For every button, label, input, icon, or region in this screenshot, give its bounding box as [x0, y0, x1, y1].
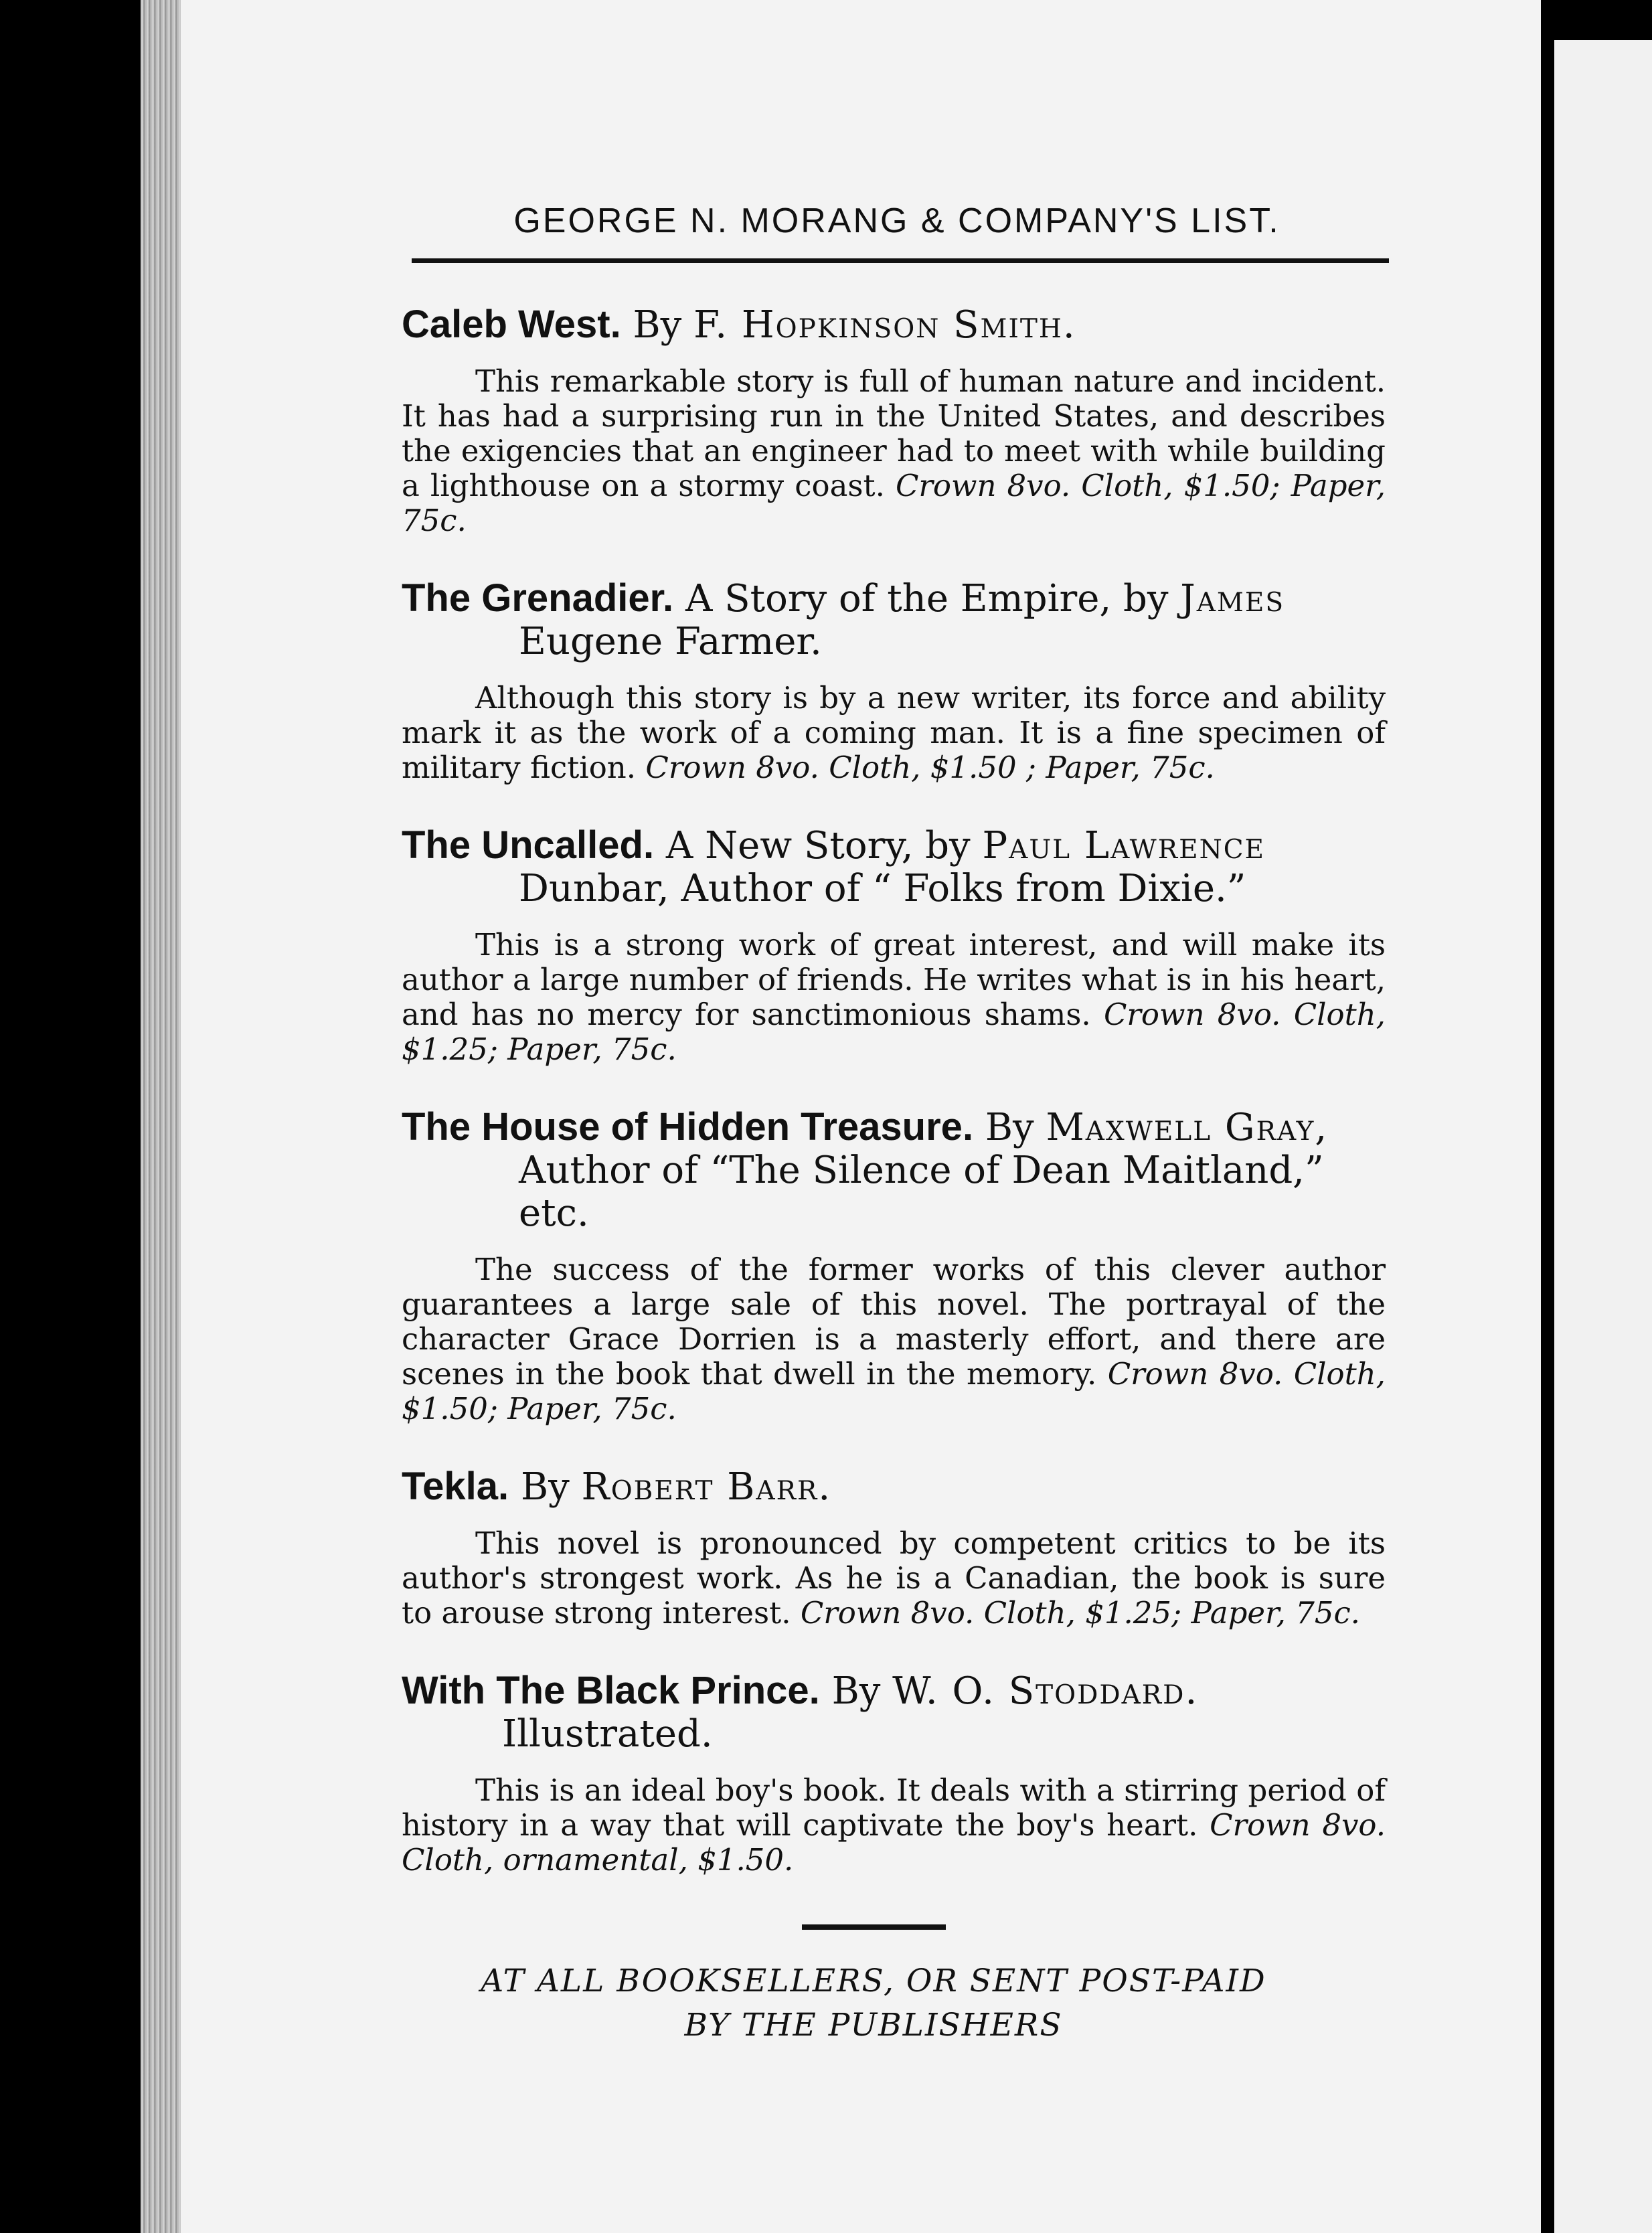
byline-lead: By — [985, 1106, 1046, 1149]
book-format: Crown 8vo. Cloth, $1.50; Paper, 75c. — [402, 468, 1386, 538]
book-description — [402, 681, 1386, 785]
footer-line: BY THE PUBLISHERS — [684, 2007, 1063, 2044]
entry-heading — [402, 824, 1386, 867]
book-format: Crown 8vo. Cloth, $1.25; Paper, 75c. — [800, 1595, 1360, 1631]
byline-lead: By — [520, 1465, 582, 1509]
byline-continuation: Illustrated. — [502, 1712, 713, 1756]
entry-heading — [402, 1669, 1386, 1713]
description-text: This novel is pronounced by competent critics to be its author's strongest work. As he is a Canadian, the book is sure to arouse strong interest. — [402, 1525, 1386, 1631]
scan-border-top-right — [1541, 0, 1652, 40]
book-author: James — [1180, 577, 1285, 621]
book-entry — [402, 1106, 1386, 1426]
footer-rule — [802, 1924, 946, 1930]
description-text: The success of the former works of this clever author guarantees a large sale of this novel. The portrayal of the character Grace Dorrien is a masterly effort, and there are scenes in the book that dwell in the memory. — [402, 1252, 1386, 1392]
entry-heading — [402, 577, 1386, 621]
scan-border-left — [0, 0, 47, 2233]
book-title: The Grenadier. — [402, 576, 674, 620]
book-entry — [402, 824, 1386, 1067]
book-description — [402, 1773, 1386, 1878]
byline-continuation: Author of “The Silence of Dean Maitland,” etc. — [519, 1149, 1324, 1235]
page-content — [402, 201, 1386, 2048]
description-text: This is an ideal boy's book. It deals with a stirring period of history in a way that will captivate the boy's heart. — [402, 1772, 1386, 1843]
adjacent-page — [1554, 40, 1652, 2233]
book-format: Crown 8vo. Cloth, ornamental, $1.50. — [402, 1807, 1386, 1878]
byline-continuation: Dunbar, Author of “ Folks from Dixie.” — [519, 867, 1246, 910]
book-format: Crown 8vo. Cloth, $1.50 ; Paper, 75c. — [645, 750, 1215, 785]
book-title: The House of Hidden Treasure. — [402, 1105, 974, 1149]
book-title: With The Black Prince. — [402, 1669, 820, 1712]
book-title: Caleb West. — [402, 303, 621, 346]
byline-lead: By — [633, 303, 694, 347]
byline-lead: A Story of the Empire, by — [685, 577, 1181, 621]
description-text: Although this story is by a new writer, its force and ability mark it as the work of a coming man. It is a fine specimen of military fiction. — [402, 680, 1386, 785]
book-title: The Uncalled. — [402, 823, 655, 867]
book-description — [402, 1526, 1386, 1631]
book-title: Tekla. — [402, 1465, 509, 1508]
book-entry — [402, 577, 1386, 785]
entry-heading — [402, 1106, 1386, 1149]
header-rule — [412, 258, 1389, 263]
entry-heading — [402, 1465, 1386, 1509]
entry-heading — [402, 303, 1386, 347]
book-format: Crown 8vo. Cloth, $1.25; Paper, 75c. — [402, 997, 1386, 1067]
book-entry — [402, 303, 1386, 538]
page-footer — [382, 1959, 1366, 2048]
book-format: Crown 8vo. Cloth, $1.50; Paper, 75c. — [402, 1356, 1386, 1426]
book-author: Paul Lawrence — [982, 824, 1266, 867]
book-author: Robert Barr. — [581, 1465, 832, 1509]
book-author: Maxwell Gray, — [1046, 1106, 1329, 1149]
book-author: F. Hopkinson Smith. — [693, 303, 1076, 347]
scan-gutter — [1541, 0, 1554, 2233]
book-entry — [402, 1465, 1386, 1631]
book-description — [402, 1252, 1386, 1426]
description-text: This remarkable story is full of human nature and incident. It has had a surprising run in the United States, and describes the exigencies that an engineer had to meet with while building a lighthouse on a stormy coast. — [402, 363, 1386, 503]
byline-lead: By — [831, 1669, 893, 1713]
book-description — [402, 928, 1386, 1067]
book-entry — [402, 1669, 1386, 1878]
description-text: This is a strong work of great interest, and will make its author a large number of friends. He writes what is in his heart, and has no mercy for sanctimonious shams. — [402, 927, 1386, 1032]
page-header: GEORGE N. MORANG & COMPANY'S LIST. — [513, 201, 1281, 240]
footer-line: AT ALL BOOKSELLERS, OR SENT POST-PAID — [481, 1963, 1266, 1999]
book-description — [402, 364, 1386, 538]
byline-lead: A New Story, by — [665, 824, 983, 867]
book-author: W. O. Stoddard. — [892, 1669, 1199, 1713]
byline-continuation: Eugene Farmer. — [519, 620, 822, 663]
